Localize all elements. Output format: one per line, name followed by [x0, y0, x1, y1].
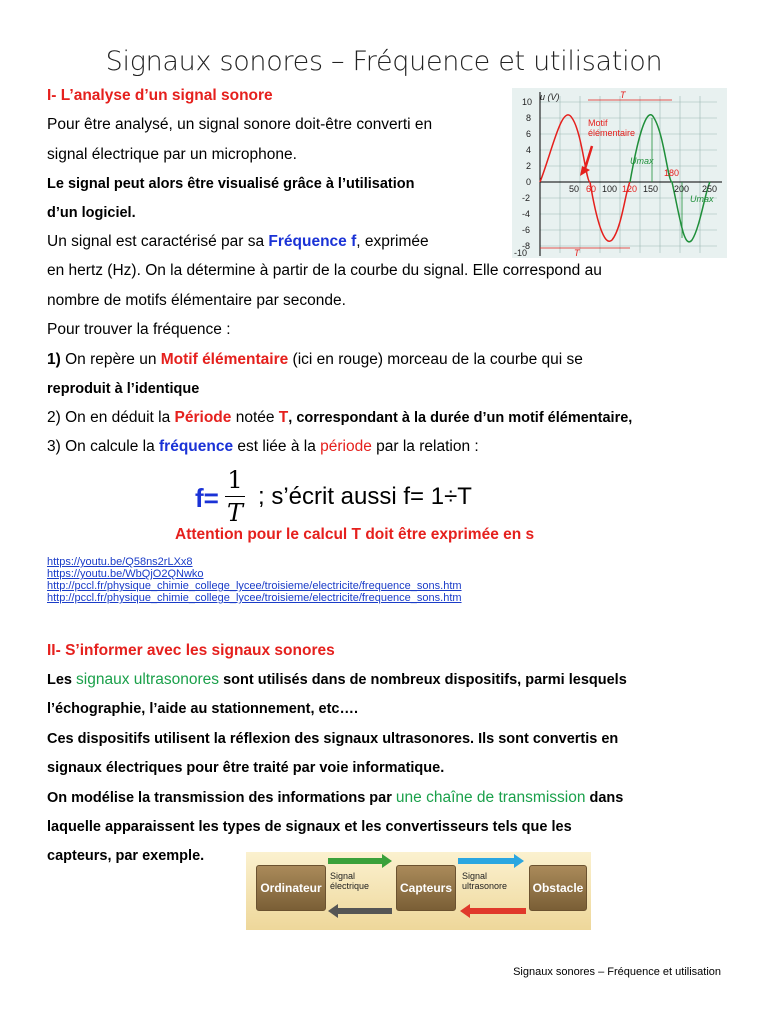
- motif-term: Motif élémentaire: [160, 351, 289, 368]
- frequence-term: Fréquence f: [268, 233, 357, 250]
- y-tick-10: 10: [522, 97, 533, 107]
- arrow-red-left-icon: [460, 904, 526, 918]
- section1-paragraph3-line3: nombre de motifs élémentaire par seconde.: [47, 292, 346, 309]
- x-tick-60: 60: [586, 184, 597, 194]
- x-tick-150: 150: [643, 184, 659, 194]
- graph-motif-label: Motif élémentaire: [588, 118, 636, 138]
- section2-line6: laquelle apparaissent les types de signaux et les convertisseurs tels que les: [47, 819, 572, 835]
- section2-line2: l’échographie, l’aide au stationnement, etc….: [47, 701, 359, 717]
- section1-paragraph4: Pour trouver la fréquence :: [47, 321, 231, 338]
- signal-graph: [512, 88, 727, 258]
- graph-period-label: T: [620, 90, 626, 100]
- section1-paragraph3-line1: Un signal est caractérisé par sa Fréquence f, exprimée: [47, 233, 429, 250]
- step3-line: 3) On calcule la fréquence est liée à la période par la relation :: [47, 438, 479, 455]
- arrow-blue-right-icon: [458, 854, 524, 868]
- section1-paragraph3-line2: en hertz (Hz). On la détermine à partir de la courbe du signal. Elle correspond au: [47, 262, 602, 279]
- y-tick-neg4: -4: [522, 209, 531, 219]
- signal-electrique-label: Signal électrique: [330, 871, 370, 891]
- section1-heading: I- L’analyse d’un signal sonore: [47, 87, 273, 104]
- box-ordinateur: Ordinateur: [256, 865, 326, 911]
- box-obstacle: Obstacle: [529, 865, 587, 911]
- y-tick-neg6: -6: [522, 225, 531, 235]
- x-tick-200: 200: [674, 184, 690, 194]
- link-youtube-2[interactable]: https://youtu.be/WbQjO2QNwko: [47, 568, 204, 580]
- y-tick-0: 0: [526, 177, 532, 187]
- link-youtube-1[interactable]: https://youtu.be/Q58ns2rLXx8: [47, 556, 193, 568]
- graph-umax-label: Umax: [630, 156, 654, 166]
- x-tick-180: 180: [664, 168, 680, 178]
- y-tick-2: 2: [526, 161, 532, 171]
- arrow-green-right-icon: [328, 854, 392, 868]
- x-tick-250: 250: [702, 184, 718, 194]
- x-tick-50: 50: [569, 184, 580, 194]
- y-tick-4: 4: [526, 145, 532, 155]
- page-footer: Signaux sonores – Fréquence et utilisation: [513, 966, 721, 978]
- section2-line7: capteurs, par exemple.: [47, 848, 205, 864]
- x-tick-100: 100: [602, 184, 618, 194]
- page-title: Signaux sonores – Fréquence et utilisation: [105, 46, 663, 77]
- link-pccl-1[interactable]: http://pccl.fr/physique_chimie_college_lycee/troisieme/electricite/frequence_sons.htm: [47, 580, 462, 592]
- section1-paragraph2-line1: Le signal peut alors être visualisé grâce à l’utilisation: [47, 176, 415, 192]
- graph-umax-label-neg: Umax: [690, 194, 714, 204]
- section1-paragraph1-line2: signal électrique par un microphone.: [47, 146, 297, 163]
- section2-heading: II- S’informer avec les signaux sonores: [47, 642, 335, 659]
- graph-ylabel: u (V): [540, 92, 560, 102]
- y-tick-neg8: -8: [522, 241, 531, 251]
- link-pccl-2[interactable]: http://pccl.fr/physique_chimie_college_lycee/troisieme/electricite/frequence_sons.htm: [47, 592, 462, 604]
- step1-line2: reproduit à l’identique: [47, 381, 200, 397]
- step2-line: 2) On en déduit la Période notée T, correspondant à la durée d’un motif élémentaire,: [47, 409, 633, 426]
- fraction: 1 T: [226, 466, 243, 527]
- y-tick-8: 8: [526, 113, 532, 123]
- box-capteurs: Capteurs: [396, 865, 456, 911]
- step1-line1: 1) On repère un Motif élémentaire (ici en rouge) morceau de la courbe qui se: [47, 351, 583, 368]
- signal-ultrasonore-label: Signal ultrasonore: [462, 871, 508, 891]
- graph-period-label-bottom: T: [574, 248, 580, 258]
- section2-line5: On modélise la transmission des informations par une chaîne de transmission dans: [47, 789, 624, 806]
- section2-line3: Ces dispositifs utilisent la réflexion des signaux ultrasonores. Ils sont convertis en: [47, 731, 619, 747]
- arrow-gray-left-icon: [328, 904, 392, 918]
- section2-line4: signaux électriques pour être traité par voie informatique.: [47, 760, 445, 776]
- section1-paragraph1-line1: Pour être analysé, un signal sonore doit-être converti en: [47, 116, 433, 133]
- y-tick-6: 6: [526, 129, 532, 139]
- transmission-chain-diagram: [246, 852, 591, 930]
- x-tick-120: 120: [622, 184, 638, 194]
- y-tick-neg2: -2: [522, 193, 531, 203]
- y-tick-neg10: -10: [514, 248, 528, 258]
- link-list: [47, 556, 462, 604]
- attention-note: Attention pour le calcul T doit être exprimée en s: [175, 526, 535, 543]
- section1-paragraph2-line2: d’un logiciel.: [47, 205, 136, 221]
- section2-line1: Les signaux ultrasonores sont utilisés dans de nombreux dispositifs, parmi lesquels: [47, 671, 627, 688]
